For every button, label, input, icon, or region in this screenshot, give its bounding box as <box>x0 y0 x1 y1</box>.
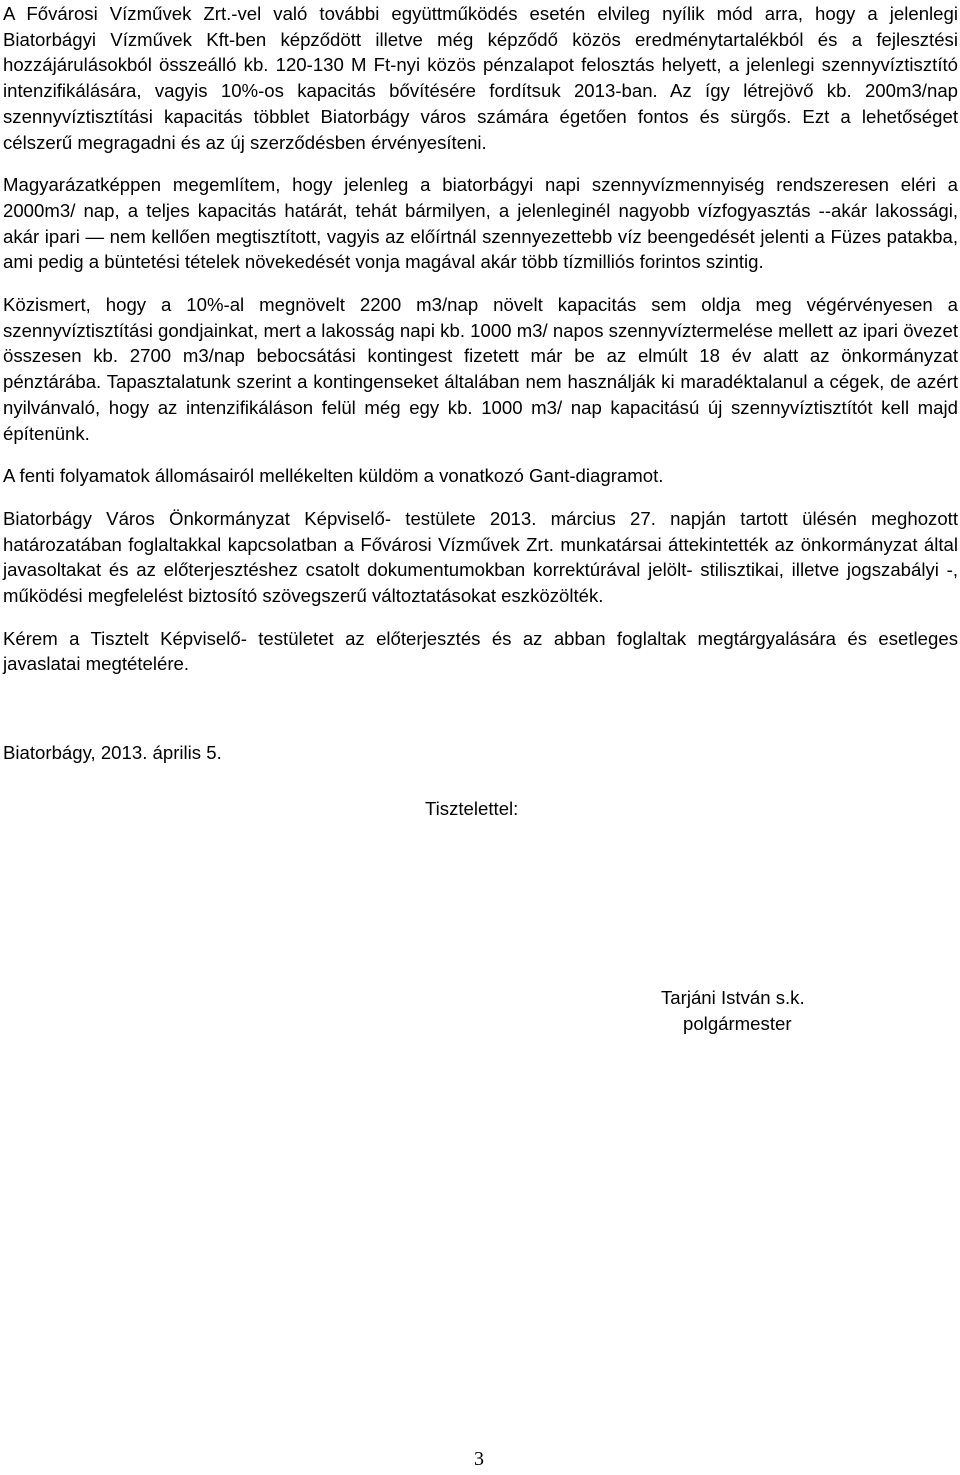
signature-block <box>661 985 921 1036</box>
paragraph-request: Kérem a Tisztelt Képviselő- testületet az előterjesztés és az abban foglaltak megtárgyalására és esetleges javaslatai megtételére. <box>3 627 958 675</box>
paragraph-gantt-note: A fenti folyamatok állomásairól mellékelten küldöm a vonatkozó Gant-diagramot. <box>3 465 664 487</box>
paragraph-cooperation: A Fővárosi Vízművek Zrt.-vel való további együttműködés esetén elvileg nyílik mód arra, hogy a jelenlegi Biatorbágyi Vízművek Kft-ben képződött illetve még képződő közös eredménytartalékból és a fejlesztési hozzájárulásokból összeálló kb. 120-130 M Ft-nyi közös pénzalapot felosztás helyett, a jelenlegi szennyvíztisztító intenzifikálására, vagyis 10%-os kapacitás bővítésére fordítsuk 2013-ban. Az így létrejövő kb. 200m3/nap szennyvíztisztítási kapacitás többlet Biatorbágy város számára égetően fontos és sürgős. Ezt a lehetőséget célszerű megragadni és az új szerződésben érvényesíteni. <box>3 3 958 153</box>
paragraph-capacity: Közismert, hogy a 10%-al megnövelt 2200 m3/nap növelt kapacitás sem oldja meg végérvényesen a szennyvíztisztítási gondjainkat, mert a lakosság napi kb. 1000 m3/ napos szennyvíztermelése mellett az ipari övezet összesen kb. 2700 m3/nap bebocsátási kontingest fizetett már be az elmúlt 18 év alatt az önkormányzat pénztárába. Tapasztalatunk szerint a kontingenseket általában nem használják ki maradéktalanul a cégek, de azért nyilvánvaló, hogy az intenzifikáláson felül még egy kb. 1000 m3/ nap kapacitású új szennyvíztisztítót kell majd építenünk. <box>3 294 958 444</box>
document-body <box>3 1 958 822</box>
spacer <box>3 694 958 740</box>
place-date: Biatorbágy, 2013. április 5. <box>3 742 222 764</box>
paragraph-council-decision: Biatorbágy Város Önkormányzat Képviselő- testülete 2013. március 27. napján tartott ülésén meghozott határozatában foglaltakkal kapcsolatban a Fővárosi Vízművek Zrt. munkatársai áttekintették az önkormányzat által javasoltakat és az előterjesztéshez csatolt dokumentumokban korrektúrával jelölt- stilisztikai, illetve jogszabályi -, működési megfelelést biztosító szövegszerű változtatásokat eszközölték. <box>3 507 958 607</box>
signature-title: polgármester <box>683 1012 792 1034</box>
signature-name: Tarjáni István s.k. <box>661 987 805 1008</box>
paragraph-explanation: Magyarázatképpen megemlítem, hogy jelenleg a biatorbágyi napi szennyvízmennyiség rendszeresen eléri a 2000m3/ nap, a teljes kapacitás határát, tehát bármilyen, a jelenleginél nagyobb vízfogyasztás --akár lakossági, akár ipari — nem kellően megtisztított, vagyis az előírtnál szennyezettebb víz beengedését jelenti a Füzes patakba, ami pedig a büntetési tételek növekedését vonja magával akár több tízmilliós forintos szintig. <box>3 174 958 273</box>
greeting: Tisztelettel: <box>425 797 519 819</box>
page-number: 3 <box>474 1448 484 1470</box>
